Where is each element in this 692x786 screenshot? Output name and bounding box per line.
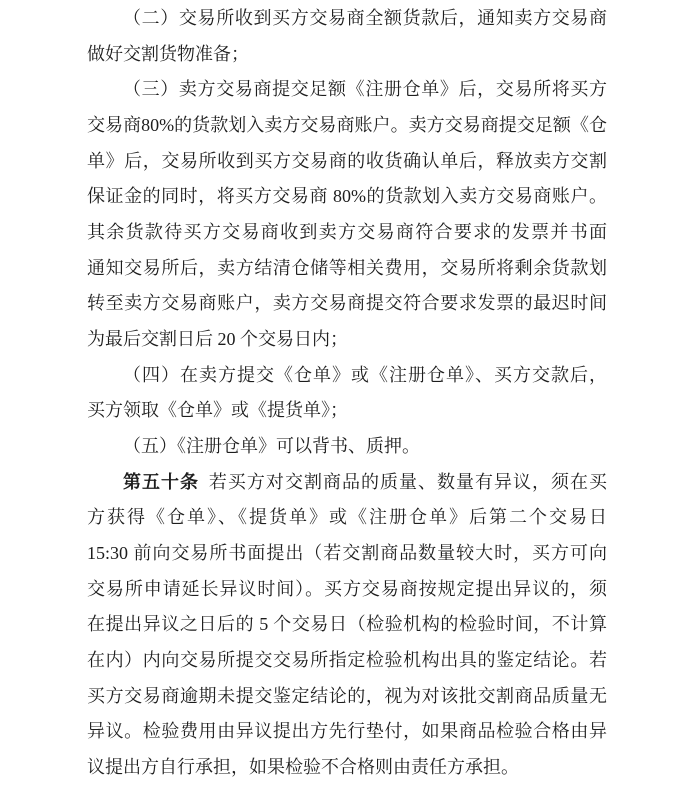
text-line: 15:30 前向交易所书面提出（若交割商品数量较大时，买方可向 xyxy=(87,543,607,564)
paragraph-clause-item-2 xyxy=(87,1,607,72)
text-line: 单》后，交易所收到买方交易商的收货确认单后，释放卖方交割 xyxy=(87,150,607,171)
text-line: 做好交割货物准备； xyxy=(87,43,249,64)
document-body xyxy=(87,1,607,786)
text-line: 在提出异议之日后的 5 个交易日（检验机构的检验时间，不计算 xyxy=(87,614,607,635)
text-line: 为最后交割日后 20 个交易日内； xyxy=(87,329,348,350)
text-line: 议提出方自行承担，如果检验不合格则由责任方承担。 xyxy=(87,757,519,778)
text-line: 转至卖方交易商账户，卖方交易商提交符合要求发票的最迟时间 xyxy=(87,293,607,314)
text-line: （三）卖方交易商提交足额《注册仓单》后，交易所将买方 xyxy=(123,79,607,100)
text-line: （四）在卖方提交《仓单》或《注册仓单》、买方交款后， xyxy=(123,364,607,385)
text-line: 通知交易所后，卖方结清仓储等相关费用，交易所将剩余货款划 xyxy=(87,257,607,278)
text-line: 保证金的同时，将买方交易商 80%的货款划入卖方交易商账户。 xyxy=(87,186,607,207)
text-line: （五）《注册仓单》可以背书、质押。 xyxy=(123,436,420,457)
text-line: 交易所申请延长异议时间）。买方交易商按规定提出异议的，须 xyxy=(87,578,607,599)
text-line: 在内）内向交易所提交交易所指定检验机构出具的鉴定结论。若 xyxy=(87,650,607,671)
article-number: 第五十条 xyxy=(123,471,200,492)
paragraph-clause-item-4 xyxy=(87,358,607,429)
text-line: 买方交易商逾期未提交鉴定结论的，视为对该批交割商品质量无 xyxy=(87,685,607,706)
text-line: 异议。检验费用由异议提出方先行垫付，如果商品检验合格由异 xyxy=(87,721,607,742)
paragraph-clause-item-3 xyxy=(87,72,607,357)
text-line: 第五十条 若买方对交割商品的质量、数量有异议，须在买 xyxy=(123,471,608,492)
paragraph-article-50 xyxy=(87,465,607,786)
text-line: 方获得《仓单》、《提货单》或《注册仓单》后第二个交易日 xyxy=(87,507,607,528)
text-line: 交易商80%的货款划入卖方交易商账户。卖方交易商提交足额《仓 xyxy=(87,115,607,136)
text-line: 买方领取《仓单》或《提货单》； xyxy=(87,400,348,421)
text-line: 其余货款待买方交易商收到卖方交易商符合要求的发票并书面 xyxy=(87,222,607,243)
text-line: （二）交易所收到买方交易商全额货款后，通知卖方交易商 xyxy=(123,8,607,28)
paragraph-clause-item-5 xyxy=(87,429,607,465)
